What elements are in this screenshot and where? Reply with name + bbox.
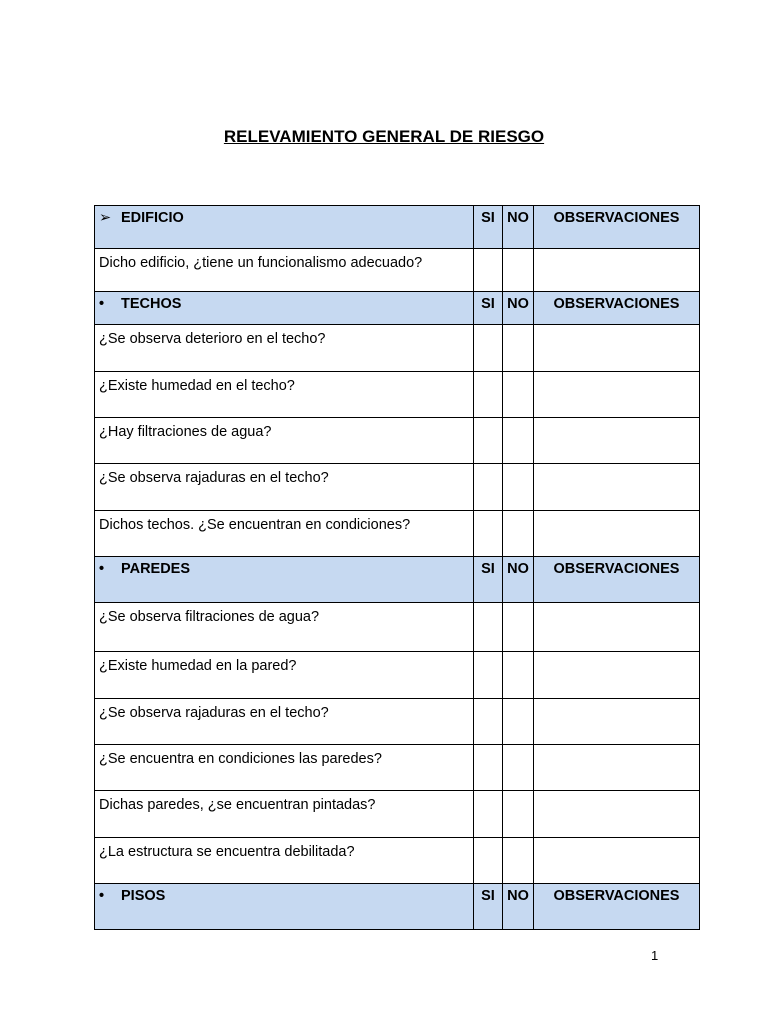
question-row (95, 603, 700, 652)
bullet-icon: • (99, 561, 105, 577)
header-si: SI (474, 292, 503, 325)
answer-no-cell[interactable] (503, 791, 534, 838)
answer-si-cell[interactable] (474, 745, 503, 791)
observaciones-cell[interactable] (534, 372, 700, 418)
answer-no-cell[interactable] (503, 325, 534, 372)
question-text: ¿Se observa deterioro en el techo? (95, 325, 474, 372)
observaciones-cell[interactable] (534, 838, 700, 884)
header-observaciones: OBSERVACIONES (534, 292, 700, 325)
question-row (95, 372, 700, 418)
answer-no-cell[interactable] (503, 699, 534, 745)
section-title: EDIFICIO (121, 210, 184, 226)
document-title: RELEVAMIENTO GENERAL DE RIESGO (223, 127, 545, 146)
observaciones-cell[interactable] (534, 652, 700, 699)
question-text: Dichos techos. ¿Se encuentran en condiciones? (95, 511, 474, 557)
question-text: ¿Existe humedad en la pared? (95, 652, 474, 699)
section-header-edificio (95, 206, 700, 249)
bullet-icon: • (99, 888, 105, 904)
question-text: Dicho edificio, ¿tiene un funcionalismo adecuado? (95, 249, 474, 292)
header-observaciones: OBSERVACIONES (534, 206, 700, 249)
observaciones-cell[interactable] (534, 464, 700, 511)
question-row (95, 699, 700, 745)
answer-no-cell[interactable] (503, 838, 534, 884)
section-header-pisos (95, 884, 700, 930)
header-no: NO (503, 557, 534, 603)
answer-no-cell[interactable] (503, 464, 534, 511)
question-row (95, 791, 700, 838)
answer-si-cell[interactable] (474, 511, 503, 557)
observaciones-cell[interactable] (534, 791, 700, 838)
answer-no-cell[interactable] (503, 652, 534, 699)
section-title-cell (95, 884, 474, 930)
header-no: NO (503, 884, 534, 930)
observaciones-cell[interactable] (534, 745, 700, 791)
question-row (95, 249, 700, 292)
observaciones-cell[interactable] (534, 325, 700, 372)
question-row (95, 652, 700, 699)
question-row (95, 418, 700, 464)
header-si: SI (474, 884, 503, 930)
section-header-paredes (95, 557, 700, 603)
answer-si-cell[interactable] (474, 372, 503, 418)
answer-no-cell[interactable] (503, 418, 534, 464)
answer-si-cell[interactable] (474, 249, 503, 292)
question-text: ¿Hay filtraciones de agua? (95, 418, 474, 464)
section-title: PISOS (121, 888, 166, 904)
answer-si-cell[interactable] (474, 791, 503, 838)
answer-no-cell[interactable] (503, 603, 534, 652)
section-title: PAREDES (121, 561, 191, 577)
question-text: ¿Se observa filtraciones de agua? (95, 603, 474, 652)
header-no: NO (503, 292, 534, 325)
observaciones-cell[interactable] (534, 511, 700, 557)
answer-no-cell[interactable] (503, 745, 534, 791)
header-observaciones: OBSERVACIONES (534, 557, 700, 603)
observaciones-cell[interactable] (534, 603, 700, 652)
section-title-cell (95, 292, 474, 325)
header-no: NO (503, 206, 534, 249)
observaciones-cell[interactable] (534, 249, 700, 292)
observaciones-cell[interactable] (534, 418, 700, 464)
answer-si-cell[interactable] (474, 699, 503, 745)
answer-si-cell[interactable] (474, 325, 503, 372)
bullet-icon: • (99, 296, 105, 312)
observaciones-cell[interactable] (534, 699, 700, 745)
question-text: ¿La estructura se encuentra debilitada? (95, 838, 474, 884)
answer-no-cell[interactable] (503, 249, 534, 292)
page-number: 1 (651, 948, 659, 963)
answer-si-cell[interactable] (474, 464, 503, 511)
question-text: Dichas paredes, ¿se encuentran pintadas? (95, 791, 474, 838)
section-title-cell (95, 557, 474, 603)
answer-si-cell[interactable] (474, 652, 503, 699)
question-text: ¿Se observa rajaduras en el techo? (95, 699, 474, 745)
header-observaciones: OBSERVACIONES (534, 884, 700, 930)
section-title: TECHOS (121, 296, 182, 312)
header-si: SI (474, 206, 503, 249)
answer-si-cell[interactable] (474, 838, 503, 884)
question-text: ¿Se observa rajaduras en el techo? (95, 464, 474, 511)
risk-checklist-table (94, 205, 700, 930)
arrow-bullet-icon: ➢ (99, 210, 112, 226)
section-title-cell (95, 206, 474, 249)
question-row (95, 838, 700, 884)
answer-no-cell[interactable] (503, 372, 534, 418)
question-row (95, 325, 700, 372)
question-text: ¿Existe humedad en el techo? (95, 372, 474, 418)
section-header-techos (95, 292, 700, 325)
question-row (95, 745, 700, 791)
question-text: ¿Se encuentra en condiciones las paredes? (95, 745, 474, 791)
answer-si-cell[interactable] (474, 418, 503, 464)
question-row (95, 511, 700, 557)
header-si: SI (474, 557, 503, 603)
answer-no-cell[interactable] (503, 511, 534, 557)
question-row (95, 464, 700, 511)
answer-si-cell[interactable] (474, 603, 503, 652)
